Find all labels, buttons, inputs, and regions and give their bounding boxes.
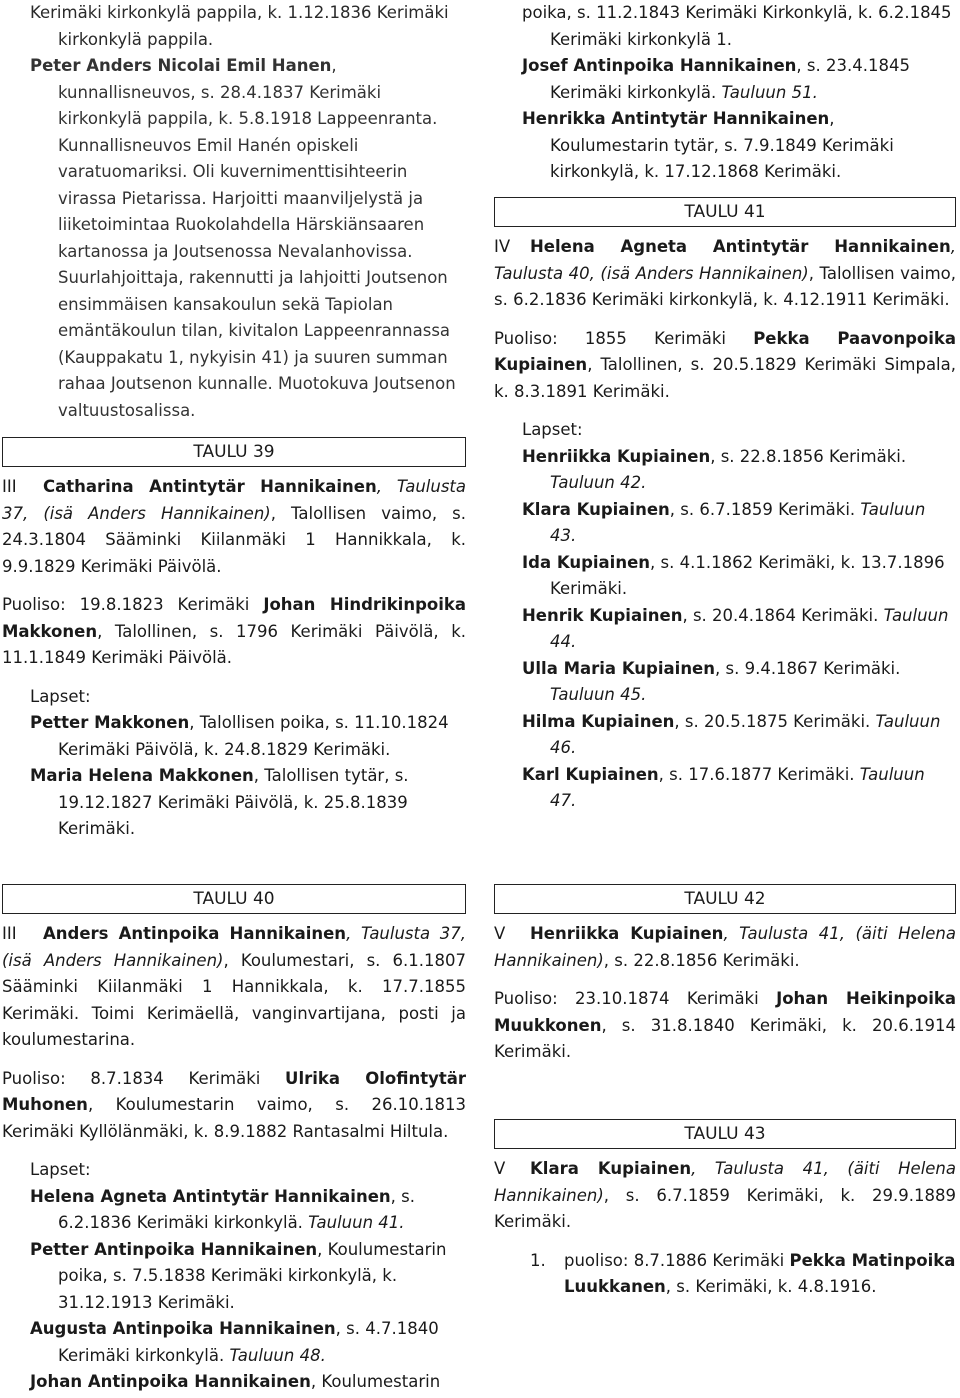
taulu-39 [2, 437, 466, 843]
entry-text: Kerimäki kirkonkylä pappila, k. 1.12.1836 Kerimäki kirkonkylä pappila. [30, 3, 449, 49]
section-title: TAULU 43 [494, 1119, 956, 1149]
source-reference: , Taulusta 37, (isä Anders Hannikainen) [2, 477, 466, 523]
child-item: Henrikka Antintytär Hannikainen, Koulumestarin tytär, s. 7.9.1849 Kerimäki kirkonkylä, k. 17.12.1868 Kerimäki. [522, 109, 894, 181]
child-item: Petter Antinpoika Hannikainen, Koulumestarin poika, s. 7.5.1838 Kerimäki kirkonkylä, k. 31.12.1913 Kerimäki. [30, 1239, 447, 1312]
children-list [30, 1157, 466, 1396]
source-reference: , Taulusta 41, (äiti Helena Hannikainen) [494, 1159, 956, 1205]
main-entry [494, 234, 956, 314]
spouse-name: Ulrika Olofintytär Muhonen [2, 1068, 466, 1114]
taulu-42 [494, 884, 956, 1066]
taulu-43 [494, 1119, 956, 1301]
person-name: Klara Kupiainen [530, 1159, 692, 1178]
person-text: , Koulumestari, s. 6.1.1807 Sääminki Kiilanmäki 1 Hannikkala, k. 17.7.1855 Kerimäki. Toimi Kerimäellä, vanginvartijana, posti ja koulumestarina. [2, 950, 466, 1049]
spouse-name: Pekka Paavonpoika Kupiainen [494, 328, 956, 374]
entry-continuation: poika, s. 11.2.1843 Kerimäki Kirkonkylä, k. 6.2.1845 Kerimäki kirkonkylä 1. [522, 3, 952, 49]
person-name: Henriikka Kupiainen [530, 924, 724, 943]
child-item: Maria Helena Makkonen, Talollisen tytär, s. 19.12.1827 Kerimäki Päivölä, k. 25.8.1839 Kerimäki. [30, 766, 409, 838]
main-entry [2, 921, 466, 1054]
person-text: , s. 22.8.1856 Kerimäki. [603, 950, 800, 970]
child-item: Augusta Antinpoika Hannikainen, s. 4.7.1840 Kerimäki kirkonkylä. Tauluun 48. [30, 1319, 439, 1365]
spouse-entry: Puoliso: 1855 Kerimäki Pekka Paavonpoika Kupiainen, Talollinen, s. 20.5.1829 Kerimäki Simpala, k. 8.3.1891 Kerimäki. [494, 328, 956, 401]
main-entry [2, 474, 466, 580]
spouse-entry: Puoliso: 8.7.1834 Kerimäki Ulrika Olofintytär Muhonen, Koulumestarin vaimo, s. 26.10.1813 Kerimäki Kyllölänmäki, k. 8.9.1882 Rantasalmi Hiltula. [2, 1068, 466, 1141]
child-item: Ulla Maria Kupiainen, s. 9.4.1867 Kerimäki. Tauluun 45. [522, 658, 901, 704]
generation-number: III [2, 477, 17, 496]
section-title: TAULU 41 [494, 197, 956, 227]
children-label: Lapset: [522, 420, 583, 439]
child-item: Helena Agneta Antintytär Hannikainen, s. 6.2.1836 Kerimäki kirkonkylä. Tauluun 41. [30, 1186, 415, 1232]
main-entry [494, 1156, 956, 1236]
spouse-name: Johan Heikinpoika Muukkonen [494, 989, 956, 1035]
person-name: Peter Anders Nicolai Emil Hanen [30, 56, 332, 75]
child-item: Johan Antinpoika Hannikainen, Koulumestarin [30, 1372, 441, 1391]
taulu-40 [2, 884, 466, 1396]
child-item: Josef Antinpoika Hannikainen, s. 23.4.1845 Kerimäki kirkonkylä. Tauluun 51. [522, 56, 910, 102]
generation-number: V [494, 924, 506, 943]
spouse-entry: Puoliso: 23.10.1874 Kerimäki Johan Heikinpoika Muukkonen, s. 31.8.1840 Kerimäki, k. 20.6.1914 Kerimäki. [494, 989, 956, 1061]
source-reference: , Taulusta 40, (isä Anders Hannikainen) [494, 237, 956, 283]
children-label: Lapset: [30, 1160, 91, 1179]
child-item: Klara Kupiainen, s. 6.7.1859 Kerimäki. Tauluun 43. [522, 499, 926, 545]
children-label: Lapset: [30, 686, 91, 706]
spouse-name: Johan Hindrikinpoika Makkonen [2, 595, 466, 641]
child-item: Karl Kupiainen, s. 17.6.1877 Kerimäki. Tauluun 47. [522, 764, 925, 810]
person-text: , Talollisen vaimo, s. 24.3.1804 Sääminki Kiilanmäki 1 Hannikkala, k. 9.9.1829 Kerimäki Päivölä. [2, 503, 466, 576]
spouse-number: 1. [530, 1250, 546, 1270]
source-reference: , Taulusta 37, (isä Anders Hannikainen) [2, 924, 466, 970]
person-text: , s. 6.7.1859 Kerimäki, k. 29.9.1889 Kerimäki. [494, 1185, 956, 1231]
children-list-continued [522, 0, 956, 186]
col1-top-section [30, 0, 466, 424]
source-reference: , Taulusta 41, (äiti Helena Hannikainen) [494, 924, 956, 970]
person-name: Catharina Antintytär Hannikainen [43, 477, 377, 496]
taulu-41 [494, 197, 956, 815]
children-list [522, 417, 956, 815]
generation-number: III [2, 924, 17, 943]
entry-continuation [30, 0, 466, 53]
section-title: TAULU 39 [2, 437, 466, 467]
person-text: , kunnallisneuvos, s. 28.4.1837 Kerimäki kirkonkylä pappila, k. 5.8.1918 Lappeenranta. Kunnallisneuvos Emil Hanén opiskeli varatuomariksi. Oli kuvernimenttisihteerin virassa Pietarissa. Harjoitti maanviljelystä ja liiketoimintaa Ruokolahdella Härskiänsaaren kartanossa ja Joutsenossa Nevalanhovissa. Suurlahjoittaja, rakennutti ja lahjoitti Joutsenon ensimmäisen kansakoulun sekä Tapiolan emäntäkoulun tilan, kivitalon Lappeenrannassa (Kauppakatu 1, nykyisin 41) ja suuren summan rahaa Joutsenon kunnalle. Muotokuva Joutsenon valtuustosalissa. [58, 56, 456, 420]
spouse-entry: Puoliso: 19.8.1823 Kerimäki Johan Hindrikinpoika Makkonen, Talollinen, s. 1796 Kerimäki Päivölä, k. 11.1.1849 Kerimäki Päivölä. [2, 595, 466, 667]
child-item: Petter Makkonen, Talollisen poika, s. 11.10.1824 Kerimäki Päivölä, k. 24.8.1829 Kerimäki. [30, 713, 449, 759]
spouse-name: Pekka Matinpoika Luukkanen [564, 1250, 956, 1296]
section-title: TAULU 42 [494, 884, 956, 914]
col2-top-section [494, 0, 956, 186]
child-item: Henriikka Kupiainen, s. 22.8.1856 Kerimäki. Tauluun 42. [522, 446, 907, 492]
child-item: Hilma Kupiainen, s. 20.5.1875 Kerimäki. Tauluun 46. [522, 711, 941, 757]
person-text: , Talollisen vaimo, s. 6.2.1836 Kerimäki kirkonkylä, k. 4.12.1911 Kerimäki. [494, 263, 956, 309]
person-name: Anders Antinpoika Hannikainen [43, 924, 347, 943]
generation-number: V [494, 1159, 506, 1178]
person-name: Helena Agneta Antintytär Hannikainen [530, 237, 951, 256]
child-item: Ida Kupiainen, s. 4.1.1862 Kerimäki, k. 13.7.1896 Kerimäki. [522, 552, 945, 598]
spouse-entry: 1. puoliso: 8.7.1886 Kerimäki Pekka Matinpoika Luukkanen, s. Kerimäki, k. 4.8.1916. [494, 1248, 956, 1301]
main-entry [494, 921, 956, 974]
section-title: TAULU 40 [2, 884, 466, 914]
entry-peter-hanen [30, 53, 466, 424]
generation-number: IV [494, 237, 511, 256]
children-list [30, 684, 466, 843]
child-item: Henrik Kupiainen, s. 20.4.1864 Kerimäki. Tauluun 44. [522, 605, 949, 651]
